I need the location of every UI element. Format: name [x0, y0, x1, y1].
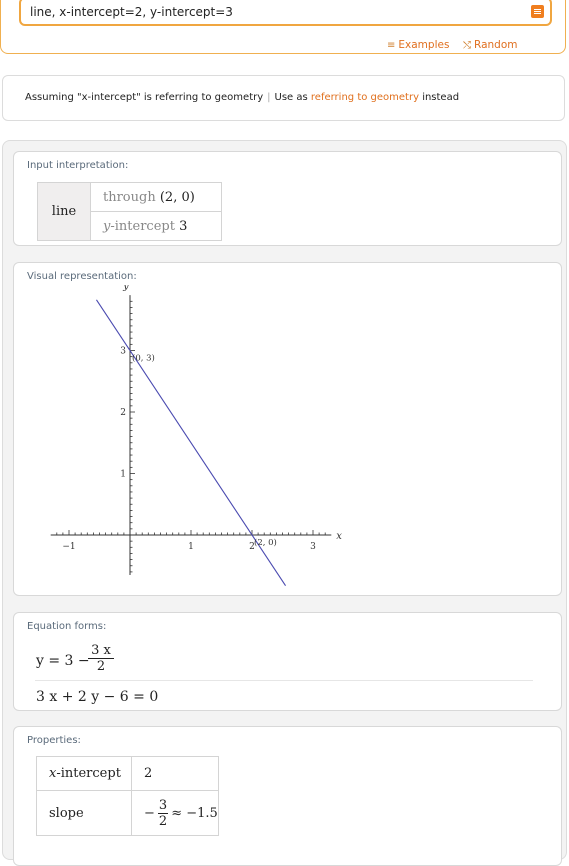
x-axis-label: x — [336, 531, 342, 542]
equation-standard-form: 3 x + 2 y − 6 = 0 — [36, 689, 159, 705]
property-label-slope: slope — [37, 791, 132, 836]
property-label-x-intercept: x-intercept — [37, 757, 132, 791]
property-value-x-intercept: 2 — [132, 757, 219, 791]
assumption-prefix: Assuming "x-intercept" is referring to geometry — [25, 92, 264, 103]
line-plot — [34, 285, 364, 595]
y-tick-label: 3 — [120, 346, 126, 357]
assumption-link[interactable]: referring to geometry — [310, 92, 419, 103]
point-label: (2, 0) — [254, 538, 277, 548]
examples-label: Examples — [398, 39, 450, 51]
pod-title: Equation forms: — [27, 621, 107, 632]
x-tick-label: −1 — [62, 542, 76, 552]
search-query-text[interactable]: line, x-intercept=2, y-intercept=3 — [30, 5, 233, 19]
interpretation-head: line — [38, 183, 91, 241]
properties-table — [36, 756, 219, 836]
list-icon: ≡ — [387, 40, 396, 51]
interpretation-row-through: through (2, 0) — [91, 183, 222, 212]
search-input[interactable] — [19, 0, 552, 26]
y-tick-label: 2 — [120, 408, 126, 418]
random-link[interactable] — [463, 39, 517, 51]
x-tick-label: 1 — [188, 542, 194, 552]
pod-visual-representation — [13, 262, 562, 596]
pod-title: Input interpretation: — [27, 160, 129, 171]
equals-icon[interactable] — [531, 5, 544, 18]
y-axis-label: y — [123, 285, 129, 293]
pod-properties — [13, 726, 562, 866]
search-panel — [0, 0, 566, 54]
assumption-text: Assuming "x-intercept" is referring to geometry | Use as referring to geometry instead — [25, 92, 460, 103]
equation-slope-intercept: y = 3 − — [36, 653, 90, 669]
pod-title: Visual representation: — [27, 271, 137, 282]
random-label: Random — [474, 39, 518, 51]
results-panel — [2, 140, 567, 860]
pod-equation-forms — [13, 612, 562, 711]
property-value-slope: − $\frac{3}{2}$ ≈ −1.5 — [132, 791, 219, 836]
interpretation-table — [37, 182, 222, 241]
assumption-use-as: Use as — [274, 92, 308, 103]
interpretation-row-y-intercept: y-intercept 3 — [91, 212, 222, 241]
y-tick-label: 1 — [120, 469, 126, 480]
assumption-suffix: instead — [422, 92, 460, 103]
examples-link[interactable] — [387, 39, 449, 51]
divider — [35, 680, 533, 681]
pod-title: Properties: — [27, 735, 81, 746]
assumption-bar — [2, 75, 565, 121]
equation-fraction: $\frac{3 x}{2}$ — [88, 643, 114, 675]
pod-input-interpretation — [13, 151, 562, 246]
point-label: (0, 3) — [132, 353, 155, 364]
x-tick-label: 3 — [310, 542, 316, 552]
x-tick-label: 2 — [249, 542, 255, 552]
shuffle-icon: ⤭ — [463, 40, 471, 51]
